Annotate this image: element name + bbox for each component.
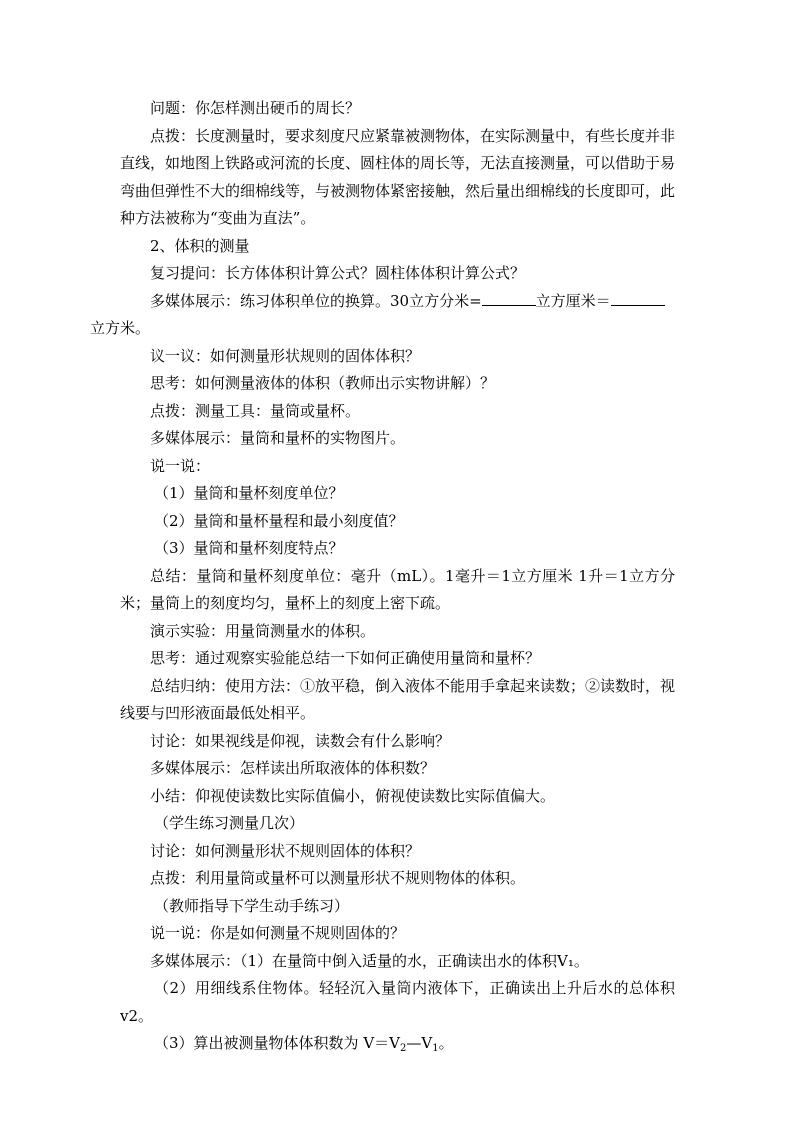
formula-suffix: 。	[438, 1034, 454, 1052]
think-usage: 思考：通过观察实验能总结一下如何正确使用量筒和量杯？	[150, 649, 541, 667]
discussion-irregular-solid: 讨论：如何测量形状不规则固体的体积？	[150, 841, 421, 860]
multimedia-pictures: 多媒体展示：量筒和量杯的实物图片。	[150, 429, 406, 447]
say-irregular: 说一说：你是如何测量不规则固体的？	[150, 924, 406, 942]
say-heading: 说一说：	[150, 456, 211, 475]
demo-experiment: 演示实验：用量筒测量水的体积。	[150, 621, 376, 640]
step3-formula	[120, 1030, 675, 1058]
review-question: 复习提问：长方体体积计算公式？圆柱体体积计算公式？	[150, 264, 526, 282]
student-practice-note: （学生练习测量几次）	[154, 814, 305, 832]
multimedia-step1: 多媒体展示：（1）在量筒中倒入适量的水，正确读出水的体积V₁。	[150, 951, 589, 970]
hint-irregular: 点拨：利用量筒或量杯可以测量形状不规则物体的体积。	[150, 869, 526, 887]
teacher-guidance-note: （教师指导下学生动手练习）	[154, 896, 350, 915]
multimedia-reading: 多媒体展示：怎样读出所取液体的体积数？	[150, 759, 436, 777]
formula-sub2: 2	[399, 1043, 407, 1054]
list-item: （3）量筒和量杯刻度特点？	[154, 539, 344, 557]
step2: （2）用细线系住物体。轻轻沉入量筒内液体下，正确读出上升后水的总体积v2。	[120, 979, 675, 1025]
list-item: （2）量筒和量杯量程和最小刻度值？	[154, 511, 404, 530]
hint-curve-to-straight: 点拨：长度测量时，要求刻度尺应紧靠被测物体，在实际测量中，有些长度并非直线，如地图上铁路或河流的长度、圆柱体的周长等，无法直接测量，可以借助于易弯曲但弹性不大的细棉线等，与被测物体紧密接触，然后量出细棉线的长度即可，此种方法被称为“变曲为直法”。	[120, 126, 676, 227]
question-coin-circumference: 问题：你怎样测出硬币的周长？	[150, 99, 361, 117]
unit-conversion-exercise	[90, 288, 675, 343]
blank-line	[482, 291, 536, 306]
hint-tools: 点拨：测量工具：量筒或量杯。	[150, 401, 361, 420]
summary-usage: 总结归纳：使用方法：①放平稳，倒入液体不能用手拿起来读数；②读数时，视线要与凹形液面最低处相平。	[120, 676, 676, 722]
formula-sub1: 1	[432, 1043, 439, 1054]
conversion-part1: 多媒体展示：练习体积单位的换算。30立方分米=	[150, 291, 482, 310]
document-page	[90, 95, 676, 1058]
formula-prefix: （3）算出被测量物体体积数为 V＝V	[154, 1034, 400, 1052]
list-item: （1）量筒和量杯刻度单位？	[154, 484, 344, 502]
discussion-regular-solid: 议一议：如何测量形状规则的固体体积？	[150, 346, 421, 365]
formula-minus: —V	[406, 1034, 433, 1052]
think-liquid-volume: 思考：如何测量液体的体积（教师出示实物讲解）？	[150, 374, 496, 392]
conversion-part3: 立方米。	[90, 319, 151, 337]
conclusion-reading: 小结：仰视使读数比实际值偏小，俯视使读数比实际值偏大。	[150, 786, 556, 805]
section-heading-volume: 2、体积的测量	[150, 236, 250, 255]
discussion-upward-view: 讨论：如果视线是仰视，读数会有什么影响？	[150, 731, 451, 750]
conversion-part2: 立方厘米＝	[535, 291, 611, 310]
blank-line	[611, 291, 665, 306]
summary-units: 总结：量筒和量杯刻度单位：毫升（mL）。1毫升＝1立方厘米 1升＝1立方分米；量筒上的刻度均匀，量杯上的刻度上密下疏。	[120, 566, 675, 612]
